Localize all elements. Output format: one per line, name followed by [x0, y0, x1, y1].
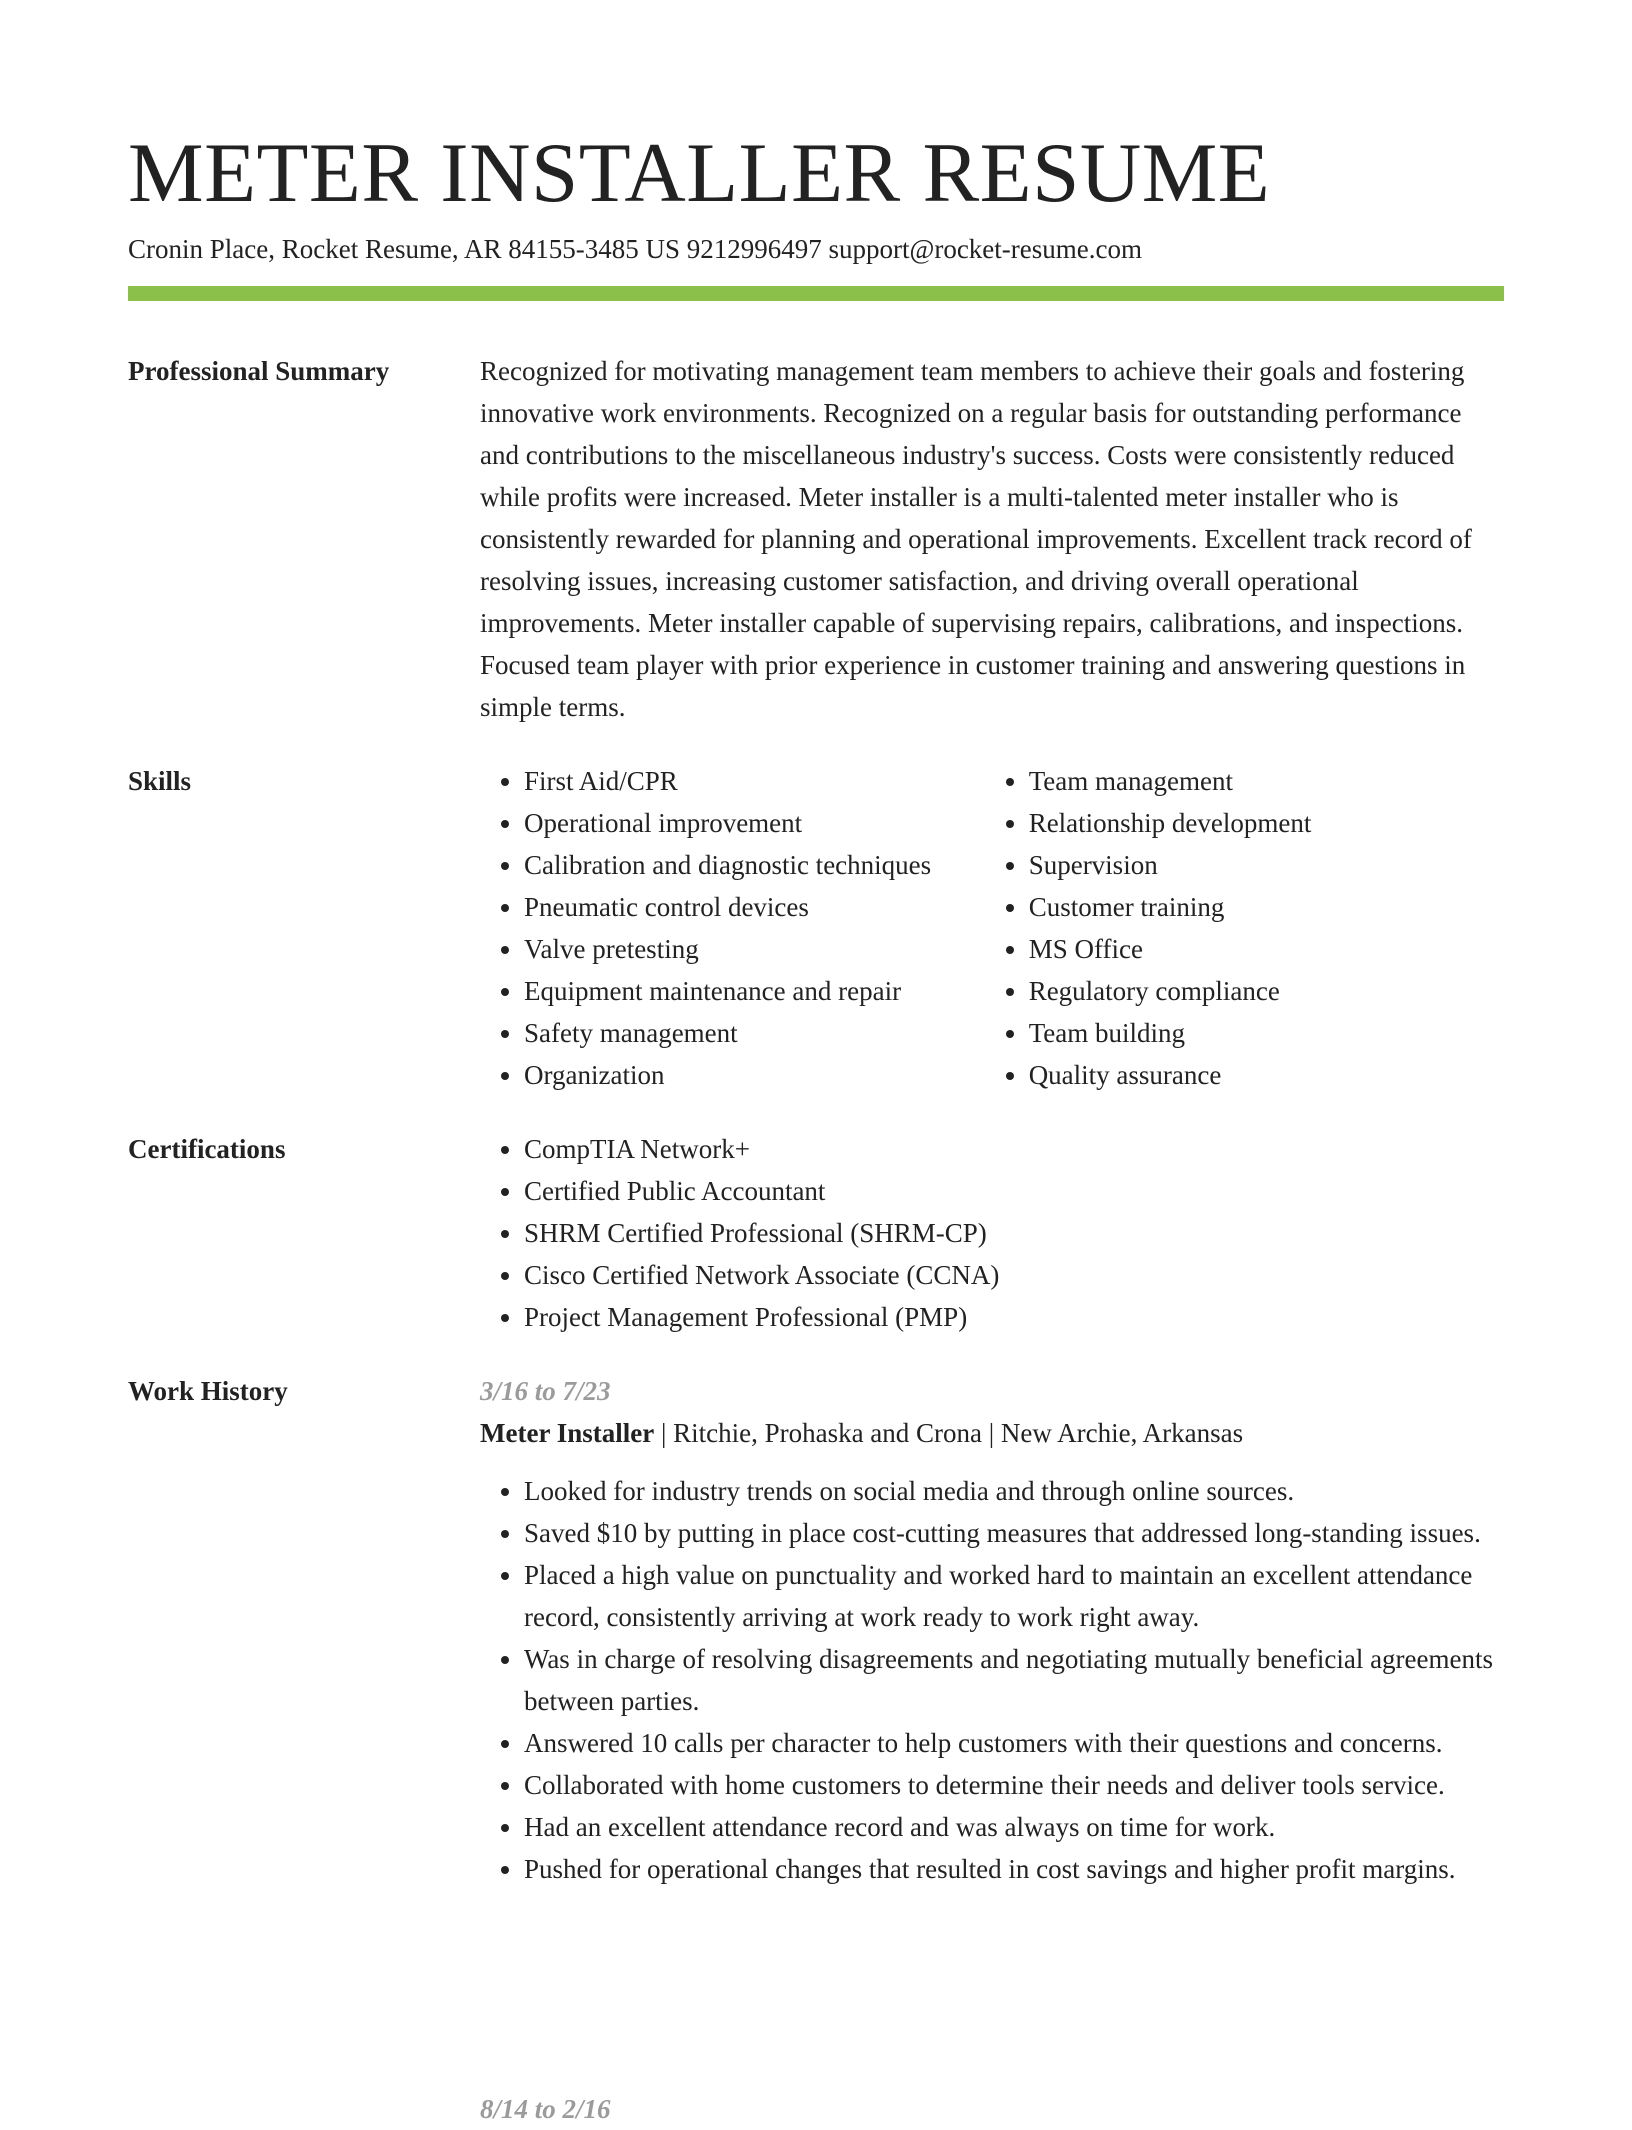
- job-duties-list: [480, 1470, 1504, 1890]
- skill-item: • Pneumatic control devices: [524, 886, 985, 928]
- job-duty-item: • Had an excellent attendance record and was always on time for work.: [524, 1806, 1504, 1848]
- work-history-heading: Work History: [128, 1376, 288, 1406]
- job-duty-item: • Was in charge of resolving disagreements and negotiating mutually beneficial agreements between parties.: [524, 1638, 1504, 1722]
- certification-item: • Certified Public Accountant: [524, 1170, 1504, 1212]
- job-entry: [480, 1370, 1504, 1890]
- contact-info: Cronin Place, Rocket Resume, AR 84155-3485 US 9212996497 support@rocket-resume.com: [128, 234, 1142, 264]
- skill-item: • Organization: [524, 1054, 985, 1096]
- certification-item: • CompTIA Network+: [524, 1128, 1504, 1170]
- job-employer-location: | Ritchie, Prohaska and Crona | New Archie, Arkansas: [654, 1418, 1244, 1448]
- skill-item: • First Aid/CPR: [524, 760, 985, 802]
- skill-item: • Calibration and diagnostic techniques: [524, 844, 985, 886]
- skill-item: • Equipment maintenance and repair: [524, 970, 985, 1012]
- skill-item: • Customer training: [1029, 886, 1504, 928]
- skill-item: • Relationship development: [1029, 802, 1504, 844]
- job-duty-item: • Looked for industry trends on social media and through online sources.: [524, 1470, 1504, 1512]
- certifications-list: [480, 1128, 1504, 1338]
- skills-list-left: [480, 760, 985, 1096]
- skill-item: • Team building: [1029, 1012, 1504, 1054]
- job-duty-item: • Answered 10 calls per character to help customers with their questions and concerns.: [524, 1722, 1504, 1764]
- skills-heading: Skills: [128, 766, 192, 796]
- skill-item: • Quality assurance: [1029, 1054, 1504, 1096]
- skills-list-right: [985, 760, 1504, 1096]
- skill-item: • Safety management: [524, 1012, 985, 1054]
- skill-item: • Supervision: [1029, 844, 1504, 886]
- job-title: Meter Installer: [480, 1418, 655, 1448]
- skill-item: • Team management: [1029, 760, 1504, 802]
- accent-divider: [128, 286, 1504, 301]
- job-duty-item: • Collaborated with home customers to determine their needs and deliver tools service.: [524, 1764, 1504, 1806]
- skill-item: • Regulatory compliance: [1029, 970, 1504, 1012]
- skill-item: • Valve pretesting: [524, 928, 985, 970]
- resume-title: METER INSTALLER RESUME: [128, 126, 1271, 220]
- job-dates: 3/16 to 7/23: [480, 1376, 611, 1406]
- job-duty-item: • Saved $10 by putting in place cost-cutting measures that addressed long-standing issues.: [524, 1512, 1504, 1554]
- job-duty-item: • Placed a high value on punctuality and worked hard to maintain an excellent attendance record, consistently arriving at work ready to work right away.: [524, 1554, 1504, 1638]
- summary-heading: Professional Summary: [128, 356, 390, 386]
- certification-item: • SHRM Certified Professional (SHRM-CP): [524, 1212, 1504, 1254]
- certification-item: • Project Management Professional (PMP): [524, 1296, 1504, 1338]
- skill-item: • MS Office: [1029, 928, 1504, 970]
- job-header: [480, 1412, 1504, 1454]
- certification-item: • Cisco Certified Network Associate (CCNA): [524, 1254, 1504, 1296]
- certifications-heading: Certifications: [128, 1134, 286, 1164]
- job-duty-item: • Pushed for operational changes that resulted in cost savings and higher profit margins.: [524, 1848, 1504, 1890]
- summary-text: Recognized for motivating management team members to achieve their goals and fostering innovative work environments. Recognized on a regular basis for outstanding performance and contributions to the miscellaneous industry's success. Costs were consistently reduced while profits were increased. Meter installer is a multi-talented meter installer who is consistently rewarded for planning and operational improvements. Excellent track record of resolving issues, increasing customer satisfaction, and driving overall operational improvements. Meter installer capable of supervising repairs, calibrations, and inspections. Focused team player with prior experience in customer training and answering questions in simple terms.: [480, 356, 1472, 722]
- job-dates: 8/14 to 2/16: [480, 2094, 611, 2124]
- skill-item: • Operational improvement: [524, 802, 985, 844]
